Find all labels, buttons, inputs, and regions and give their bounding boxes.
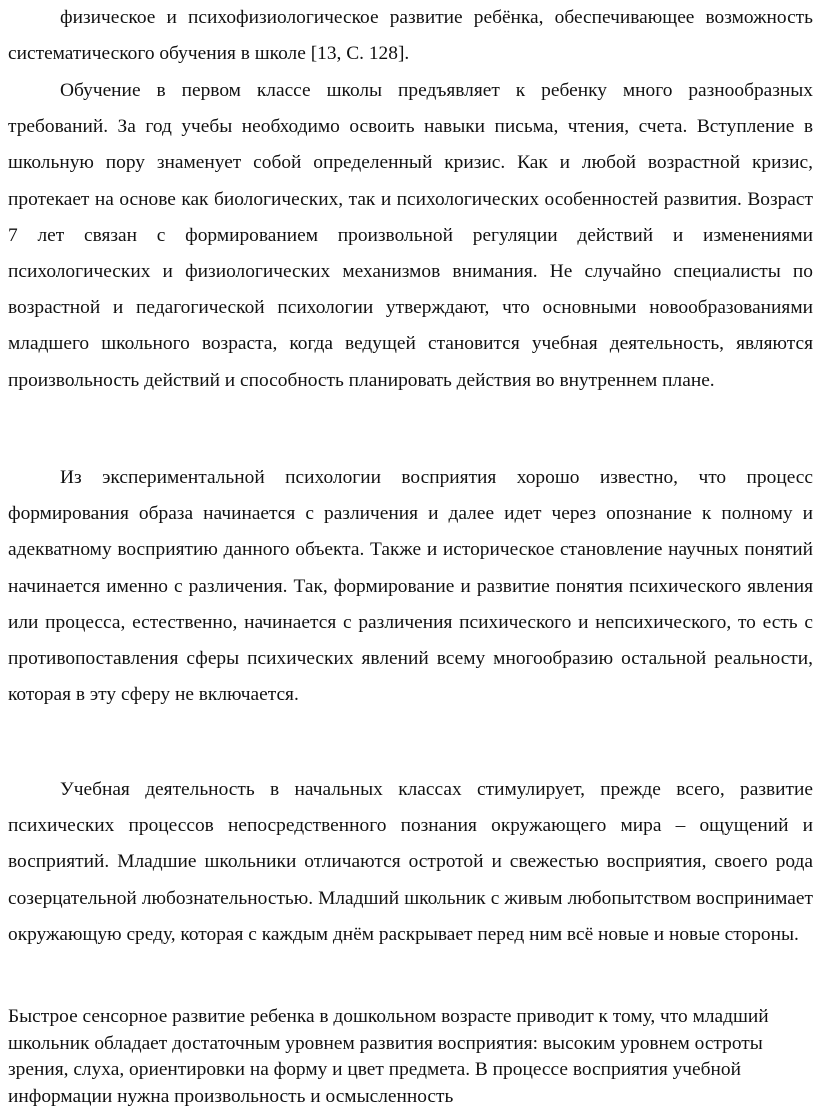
paragraph-perception-psychology: Из экспериментальной психологии восприятия хорошо известно, что процесс формирования образа начинается с различения и далее идет через опознание к полному и адекватному восприятию данного объекта. Также и историческое становление научных понятий начинается именно с различения. Так, формирование и развитие понятия психического явления или процесса, естественно, начинается с различения психического и непсихического, то есть с противопоставления сферы психических явлений всему многообразию остальной реальности, которая в эту сферу не включается. [8,467,813,706]
paragraph-continuation: физическое и психофизиологическое развитие ребёнка, обеспечивающее возможность систематического обучения в школе [13, С. 128]. [8,7,813,65]
paragraph-sensory-development: Быстрое сенсорное развитие ребенка в дошкольном возрасте приводит к тому, что младший школьник обладает достаточным уровнем развития восприятия: высоким уровнем остроты зрения, слуха, ориентировки на форму и цвет предмета. В процессе восприятия учебной информации нужна произвольность и осмысленность [8,1006,769,1107]
paragraph-learning-activity: Учебная деятельность в начальных классах стимулирует, прежде всего, развитие психических процессов непосредственного познания окружающего мира – ощущений и восприятий. Младшие школьники отличаются остротой и свежестью восприятия, своего рода созерцательной любознательностью. Младший школьник с живым любопытством воспринимает окружающую среду, которая с каждым днём раскрывает перед ним всё новые и новые стороны. [8,779,813,945]
paragraph-first-grade-requirements: Обучение в первом классе школы предъявляет к ребенку много разнообразных требований. За год учебы необходимо освоить навыки письма, чтения, счета. Вступление в школьную пору знаменует собой определенный кризис. Как и любой возрастной кризис, протекает на основе как биологических, так и психологических особенностей развития. Возраст 7 лет связан с формированием произвольной регуляции действий и изменениями психологических и физиологических механизмов внимания. Не случайно специалисты по возрастной и педагогической психологии утверждают, что основными новообразованиями младшего школьного возраста, когда ведущей становится учебная деятельность, являются произвольность действий и способность планировать действия во внутреннем плане. [8,80,813,391]
